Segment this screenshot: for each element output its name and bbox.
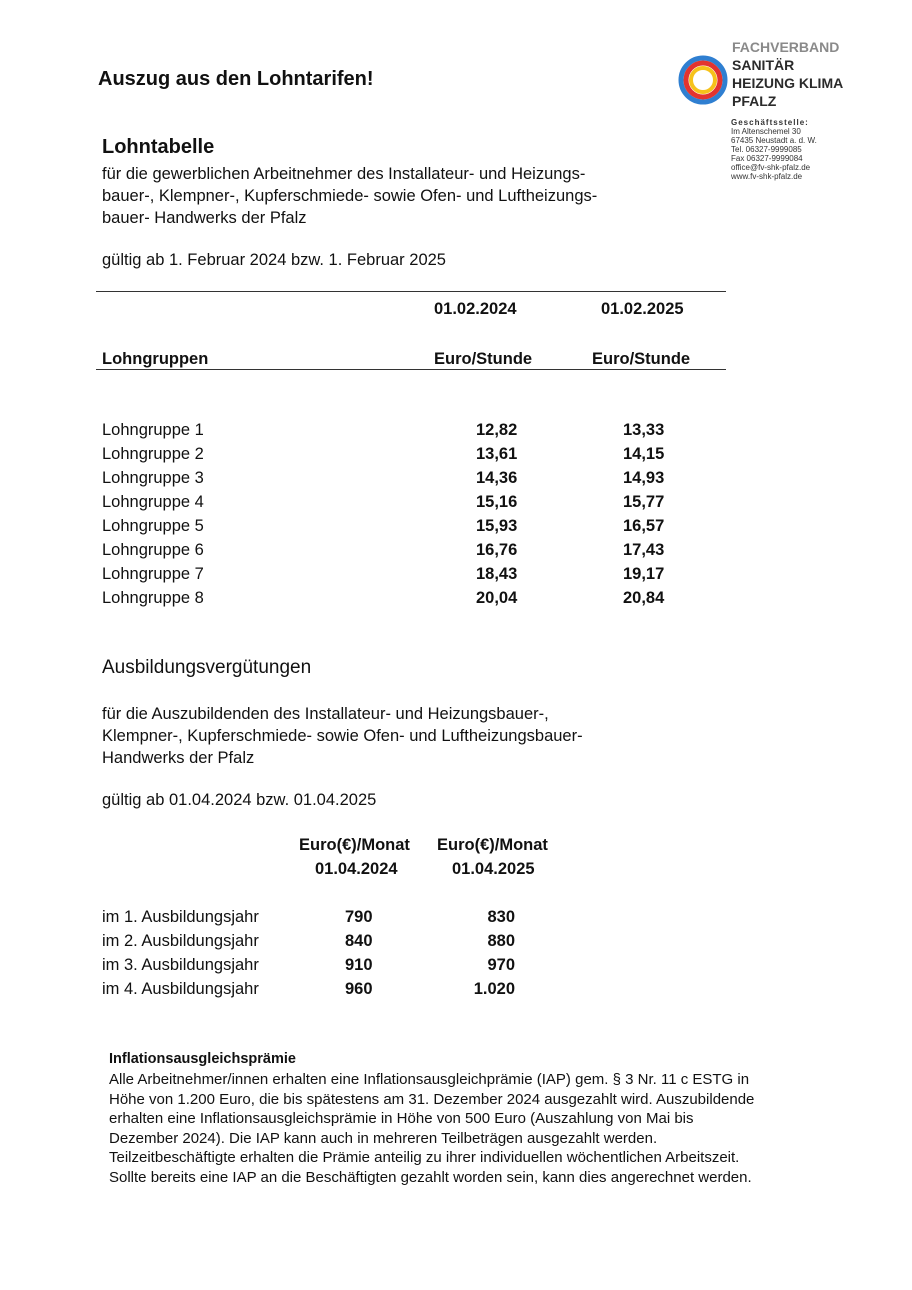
description-line: Handwerks der Pfalz [102, 749, 255, 767]
logo-line-3: HEIZUNG KLIMA [732, 75, 844, 91]
pay-2025: 970 [487, 956, 515, 974]
wage-2024: 14,36 [476, 469, 518, 487]
lohngruppe-name: Lohngruppe 6 [102, 541, 204, 559]
ab-unit-column-1: Euro(€)/Monat [299, 836, 410, 854]
ausbildung-description [102, 703, 662, 769]
iap-line: Alle Arbeitnehmer/innen erhalten eine Inflationsausgleichprämie (IAP) gem. § 3 Nr. 11 c ESTG in [109, 1071, 750, 1088]
unit-column-1: Euro/Stunde [434, 350, 533, 368]
pay-2024: 840 [345, 932, 373, 950]
unit-column-2: Euro/Stunde [592, 350, 691, 368]
pay-2024: 790 [345, 908, 373, 926]
date-column-1: 01.02.2024 [434, 300, 517, 318]
table-top-rule [96, 291, 726, 292]
table-header-rule [96, 369, 726, 370]
lohngruppen-header: Lohngruppen [102, 350, 209, 368]
description-line: bauer-, Klempner-, Kupferschmiede- sowie Ofen- und Luftheizungs- [102, 187, 598, 205]
iap-title: Inflationsausgleichsprämie [109, 1051, 296, 1067]
wage-2025: 14,15 [623, 445, 665, 463]
iap-line: Dezember 2024). Die IAP kann auch in mehreren Teilbeträgen ausgezahlt werden. [109, 1129, 658, 1147]
table-row [102, 541, 702, 565]
description-line: Klempner-, Kupferschmiede- sowie Ofen- und Luftheizungsbauer- [102, 727, 583, 745]
office-title: Geschäftsstelle: [731, 118, 809, 127]
lohngruppe-name: Lohngruppe 8 [102, 589, 204, 607]
table-row [102, 493, 702, 517]
ausbildungsjahr-name: im 2. Ausbildungsjahr [102, 932, 259, 950]
table-row [102, 956, 542, 980]
table-row [102, 469, 702, 493]
lohngruppe-name: Lohngruppe 1 [102, 421, 204, 439]
ausbildung-validity: gültig ab 01.04.2024 bzw. 01.04.2025 [102, 791, 377, 809]
ausbildungsjahr-name: im 4. Ausbildungsjahr [102, 980, 259, 998]
description-line: für die Auszubildenden des Installateur- und Heizungsbauer-, [102, 705, 549, 723]
ausbildung-title: Ausbildungsvergütungen [102, 657, 312, 678]
lohngruppe-name: Lohngruppe 2 [102, 445, 204, 463]
pay-2025: 1.020 [473, 980, 515, 998]
pay-2024: 960 [345, 980, 373, 998]
lohngruppe-name: Lohngruppe 4 [102, 493, 204, 511]
ausbildungsjahr-name: im 3. Ausbildungsjahr [102, 956, 259, 974]
wage-2025: 19,17 [623, 565, 665, 583]
fachverband-logo [677, 38, 877, 108]
wage-2025: 17,43 [623, 541, 665, 559]
wage-2025: 13,33 [623, 421, 665, 439]
description-line: bauer- Handwerks der Pfalz [102, 209, 307, 227]
table-row [102, 445, 702, 469]
lohngruppe-name: Lohngruppe 5 [102, 517, 204, 535]
logo-line-4: PFALZ [732, 93, 777, 109]
wage-2024: 15,93 [476, 517, 518, 535]
iap-line: Sollte bereits eine IAP an die Beschäftigten gezahlt worden sein, kann dies angerechnet werden. [109, 1168, 752, 1186]
ab-date-column-2: 01.04.2025 [452, 860, 535, 878]
lohntabelle-validity: gültig ab 1. Februar 2024 bzw. 1. Februar 2025 [102, 251, 446, 269]
wage-2025: 16,57 [623, 517, 665, 535]
wage-2025: 15,77 [623, 493, 665, 511]
office-line: Fax 06327-9999084 [731, 154, 803, 163]
office-line: Tel. 06327-9999085 [731, 145, 802, 154]
wage-2024: 15,16 [476, 493, 518, 511]
iap-text [109, 1070, 849, 1187]
pay-2025: 830 [487, 908, 515, 926]
office-email: office@fv-shk-pfalz.de [731, 163, 811, 172]
table-row [102, 517, 702, 541]
pay-2024: 910 [345, 956, 373, 974]
table-row [102, 589, 702, 613]
date-column-2: 01.02.2025 [601, 300, 684, 318]
wage-2025: 20,84 [623, 589, 665, 607]
office-line: Im Altenschemel 30 [731, 127, 801, 136]
wage-2024: 13,61 [476, 445, 518, 463]
wage-2025: 14,93 [623, 469, 665, 487]
office-line: 67435 Neustadt a. d. W. [731, 136, 817, 145]
table-row [102, 908, 542, 932]
lohntabelle-title: Lohntabelle [102, 136, 215, 158]
wage-2024: 12,82 [476, 421, 518, 439]
wage-2024: 18,43 [476, 565, 518, 583]
rings-logo-icon [677, 54, 729, 106]
lohngruppe-name: Lohngruppe 3 [102, 469, 204, 487]
lohntabelle-description [102, 163, 682, 229]
lohngruppe-name: Lohngruppe 7 [102, 565, 204, 583]
ab-unit-column-2: Euro(€)/Monat [437, 836, 548, 854]
table-row [102, 932, 542, 956]
iap-line: erhalten eine Inflationsausgleichsprämie in Höhe von 500 Euro (Auszahlung von Mai bis [109, 1110, 694, 1127]
logo-line-2: SANITÄR [732, 57, 795, 73]
iap-line: Teilzeitbeschäftigte erhalten die Prämie anteilig zu ihrer individuellen wöchentlichen Arbeitszeit. [109, 1149, 740, 1166]
ab-date-column-1: 01.04.2024 [315, 860, 398, 878]
table-row [102, 565, 702, 589]
pay-2025: 880 [487, 932, 515, 950]
office-address [731, 118, 817, 181]
table-row [102, 980, 542, 1004]
page-heading: Auszug aus den Lohntarifen! [98, 68, 374, 90]
iap-line: Höhe von 1.200 Euro, die bis spätestens am 31. Dezember 2024 ausgezahlt wird. Auszubildende [109, 1090, 755, 1108]
description-line: für die gewerblichen Arbeitnehmer des Installateur- und Heizungs- [102, 165, 586, 183]
table-row [102, 421, 702, 445]
logo-line-1: FACHVERBAND [732, 39, 840, 55]
office-website: www.fv-shk-pfalz.de [731, 172, 803, 181]
wage-2024: 16,76 [476, 541, 518, 559]
ausbildungsjahr-name: im 1. Ausbildungsjahr [102, 908, 259, 926]
wage-2024: 20,04 [476, 589, 518, 607]
